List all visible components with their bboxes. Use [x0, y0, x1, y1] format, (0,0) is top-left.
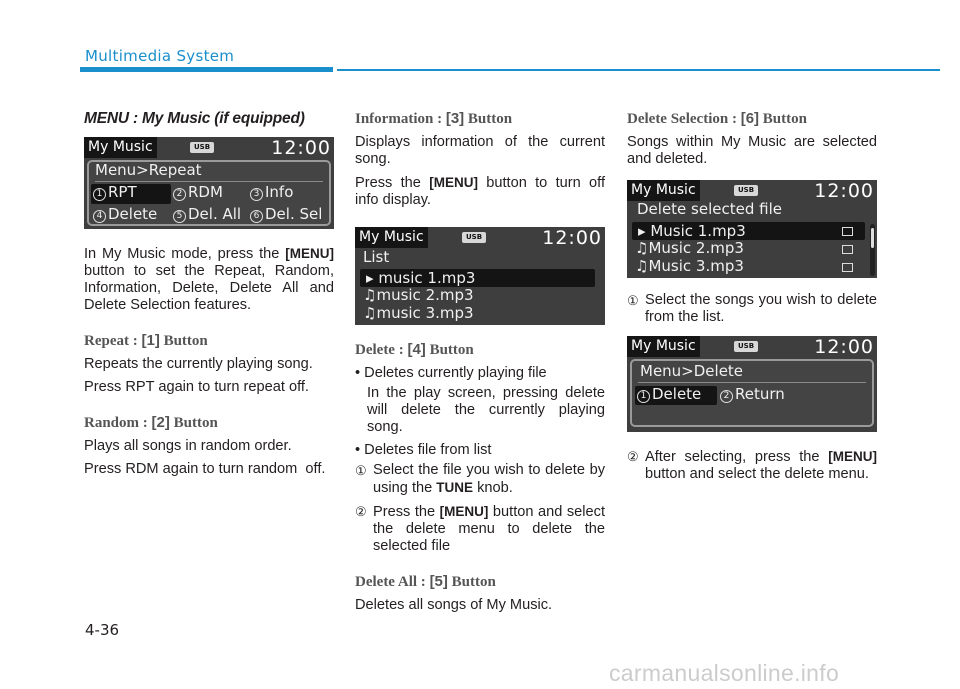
song-list-screen: [355, 227, 605, 325]
menu-item-rpt[interactable]: 1 RPT: [91, 184, 171, 204]
menu-breadcrumb: Menu>Delete: [640, 362, 744, 380]
intro-text: In My Music mode, press the [MENU] button to set the Repeat, Random, Information, Delete, Delete All and Delete Selection features.: [84, 246, 334, 313]
repeat-heading: Repeat : [1] Button: [84, 332, 208, 349]
music-note-icon: ♫: [363, 286, 377, 304]
menu-item-delete[interactable]: 1 Delete: [635, 386, 717, 405]
menu-panel: [87, 160, 331, 226]
clock: 12:00: [542, 227, 602, 249]
menu-item-rdm[interactable]: 2 RDM: [173, 184, 223, 201]
delete-selection-heading: Delete Selection : [6] Button: [627, 110, 807, 127]
info-text-1: Displays information of the current song.: [355, 134, 605, 167]
menu-item-delete[interactable]: 4 Delete: [93, 206, 157, 223]
screen-title: My Music: [627, 336, 700, 357]
info-text-2: Press the [MENU] button to turn off info display.: [355, 175, 606, 208]
info-heading: Information : [3] Button: [355, 110, 513, 127]
random-text-1: Plays all songs in random order.: [84, 438, 292, 454]
watermark: carmanualsonline.info: [609, 660, 840, 686]
delete-selection-step-2: ② After selecting, press the [MENU] button and select the delete menu.: [627, 449, 877, 482]
menu-panel: [630, 359, 874, 427]
song-item[interactable]: ♫music 2.mp3: [363, 286, 474, 304]
column-2: [355, 110, 605, 620]
delete-selection-step-1: ① Select the songs you wish to delete from the list.: [627, 292, 877, 325]
song-item[interactable]: ▸ music 1.mp3: [360, 269, 595, 287]
delete-all-text: Deletes all songs of My Music.: [355, 597, 553, 613]
usb-icon: USB: [734, 185, 758, 196]
delete-bullet-2: • Deletes file from list: [355, 442, 492, 458]
clock: 12:00: [271, 137, 331, 159]
delete-selected-screen: [627, 180, 877, 278]
scrollbar-thumb[interactable]: [871, 228, 874, 248]
menu-item-return[interactable]: 2 Return: [720, 386, 785, 403]
usb-icon: USB: [734, 341, 758, 352]
random-heading: Random : [2] Button: [84, 414, 218, 431]
song-item[interactable]: ♫Music 2.mp3: [635, 239, 744, 257]
menu-item-del-all[interactable]: 5 Del. All: [173, 206, 241, 223]
music-note-icon: ♫: [363, 304, 377, 322]
song-item[interactable]: ♫music 3.mp3: [363, 304, 474, 322]
delete-bullet-1: • Deletes currently playing file: [355, 365, 547, 381]
delete-heading: Delete : [4] Button: [355, 341, 474, 358]
list-label: List: [363, 248, 390, 266]
usb-icon: USB: [462, 232, 486, 243]
clock: 12:00: [814, 180, 874, 202]
menu-item-del-sel[interactable]: 6 Del. Sel: [250, 206, 322, 223]
section-header: Multimedia System: [85, 47, 235, 65]
menu-breadcrumb: Menu>Repeat: [95, 161, 202, 179]
usb-icon: USB: [190, 142, 214, 153]
screen-title: My Music: [355, 227, 428, 248]
random-text-2: Press RDM again to turn random off.: [84, 461, 326, 477]
delete-bullet-1-detail: In the play screen, pressing delete will delete the currently playing song.: [367, 385, 605, 435]
checkbox[interactable]: [842, 263, 853, 272]
page-title: MENU : My Music (if equipped): [84, 110, 305, 127]
song-item[interactable]: ♫Music 3.mp3: [635, 257, 744, 275]
delete-step-1: ① Select the file you wish to delete by using the TUNE knob.: [355, 462, 605, 496]
repeat-text-2: Press RPT again to turn repeat off.: [84, 379, 309, 395]
menu-item-info[interactable]: 3 Info: [250, 184, 293, 201]
column-1: [84, 110, 334, 484]
screen-title: My Music: [84, 137, 157, 158]
repeat-text-1: Repeats the currently playing song.: [84, 356, 313, 372]
delete-selection-text: Songs within My Music are selected and deleted.: [627, 134, 877, 167]
delete-all-heading: Delete All : [5] Button: [355, 573, 496, 590]
checkbox[interactable]: [842, 245, 853, 254]
header-rule-thin: [337, 69, 940, 71]
repeat-menu-screen: [84, 137, 334, 229]
page-number: 4-36: [85, 621, 120, 639]
delete-selected-header: Delete selected file: [637, 200, 782, 218]
music-note-icon: ♫: [635, 257, 649, 275]
screen-title: My Music: [627, 180, 700, 201]
delete-menu-screen: [627, 336, 877, 432]
delete-step-2: ② Press the [MENU] button and select the delete menu to delete the selected file: [355, 504, 605, 554]
scrollbar[interactable]: [870, 224, 875, 276]
column-3: [627, 110, 877, 489]
clock: 12:00: [814, 336, 874, 358]
checkbox[interactable]: [842, 227, 853, 236]
music-note-icon: ♫: [635, 239, 649, 257]
song-item[interactable]: ▸ Music 1.mp3: [632, 222, 865, 240]
header-rule-thick: [80, 67, 333, 72]
